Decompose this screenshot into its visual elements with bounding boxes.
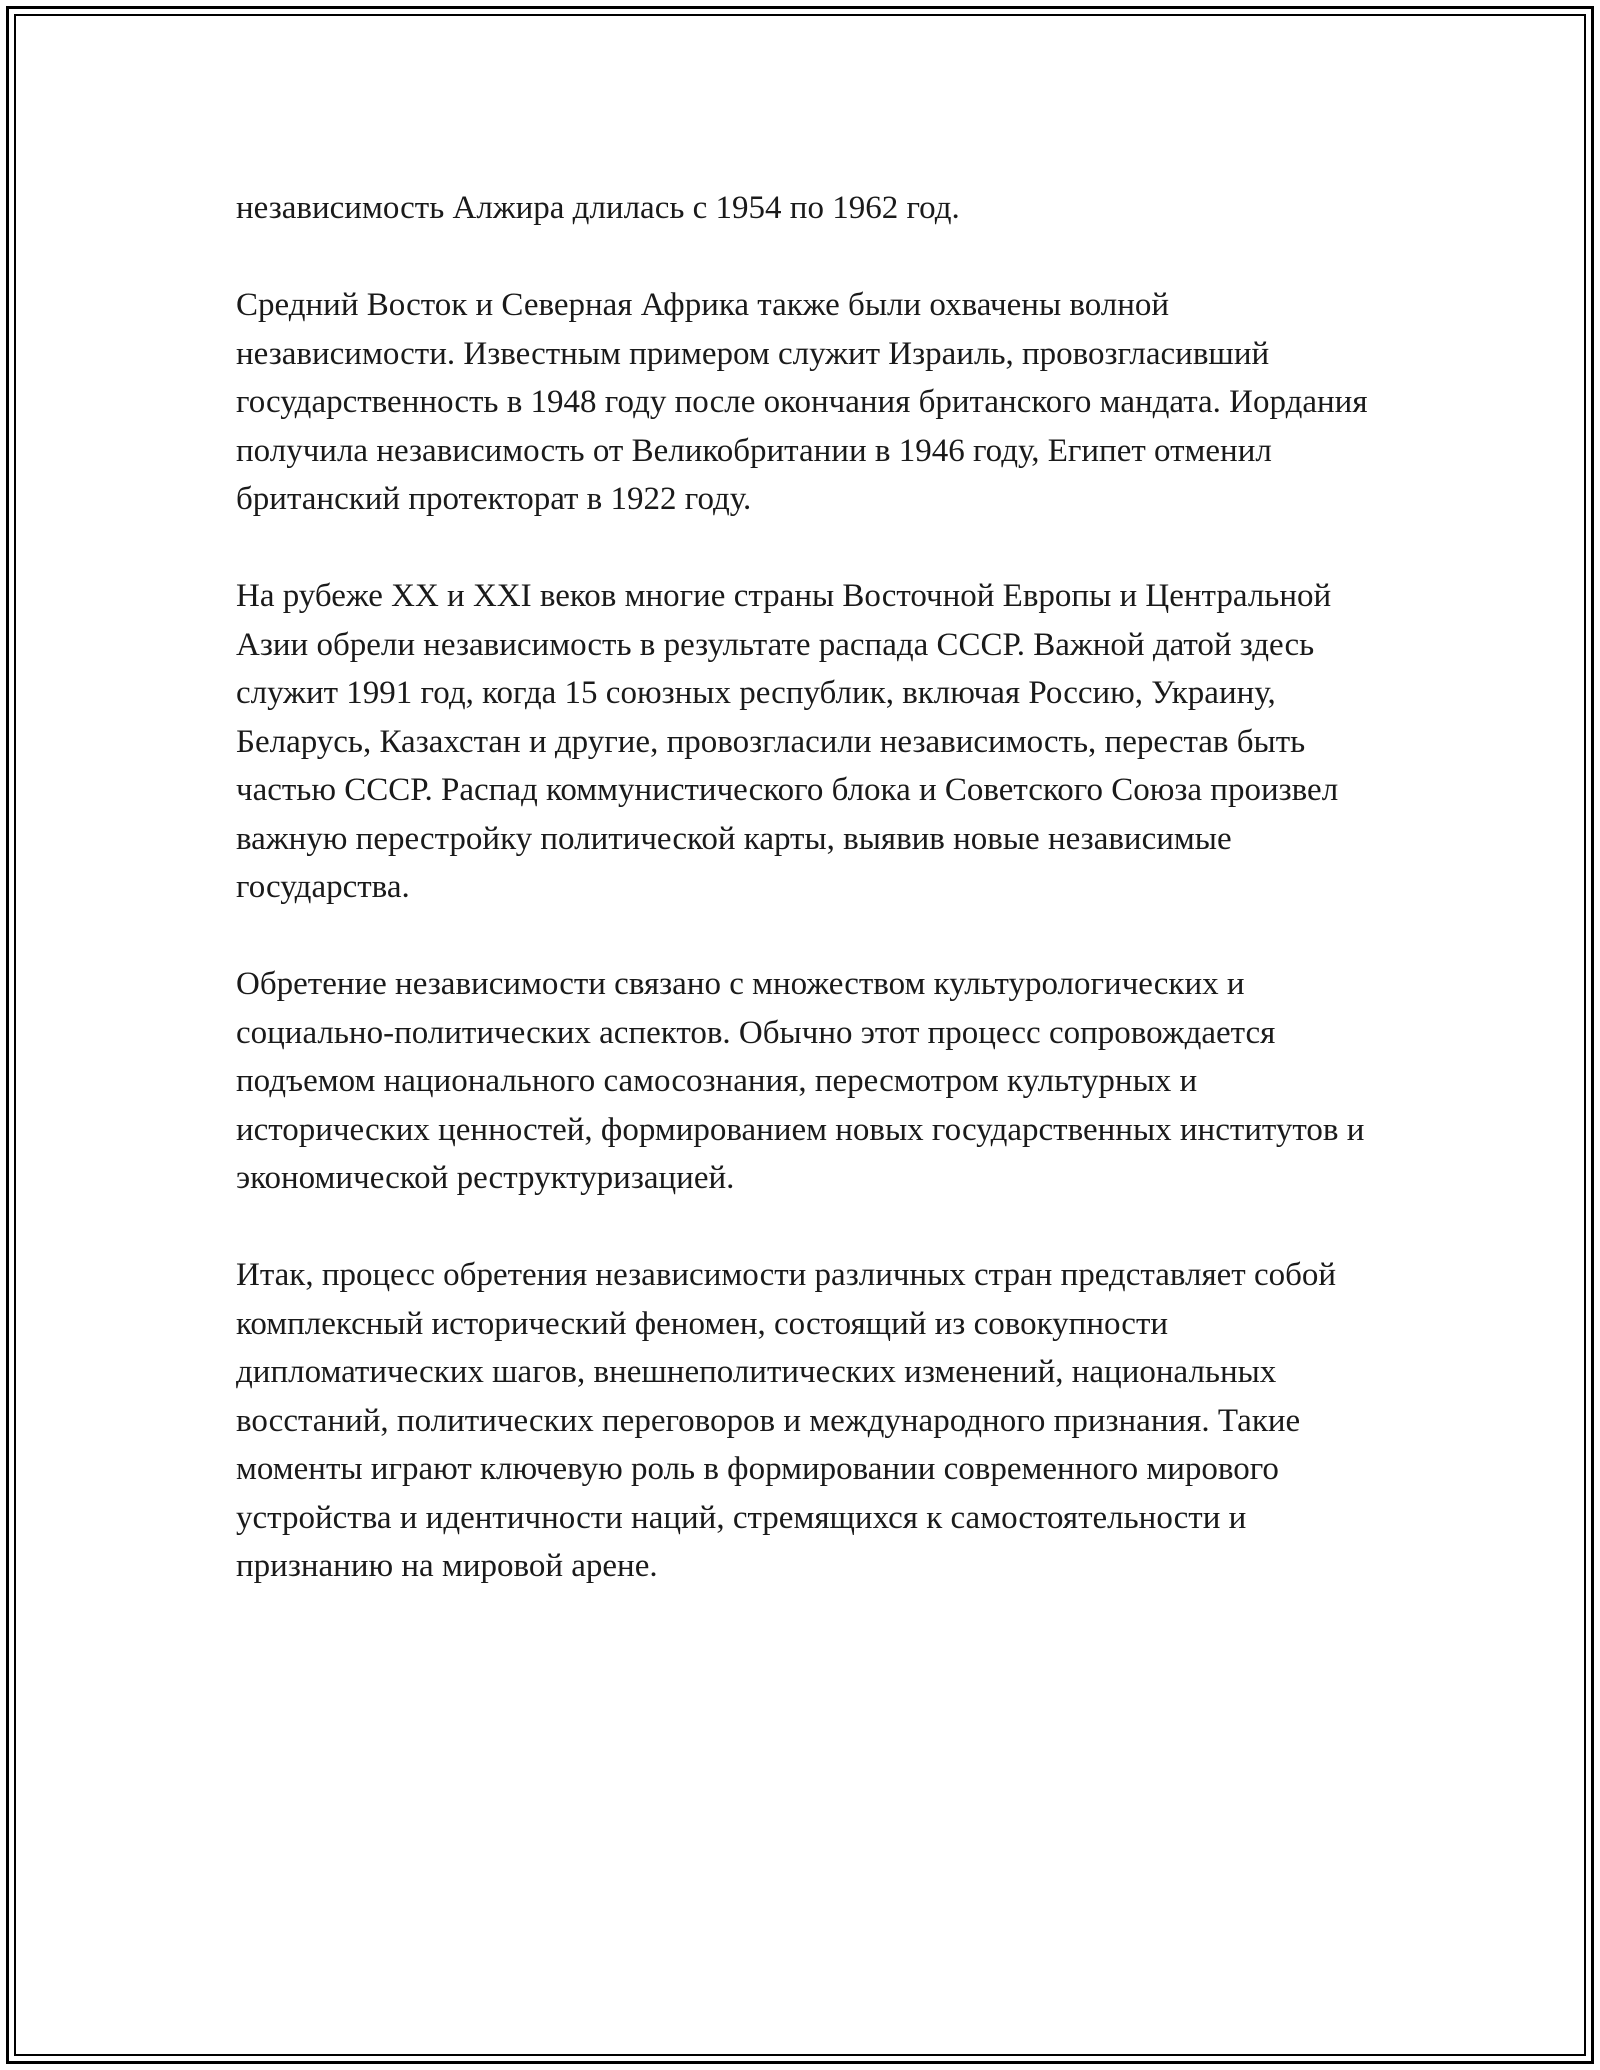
paragraph-conclusion: Итак, процесс обретения независимости различных стран представляет собой комплексный исторический феномен, состоящий из совокупности дипломатических шагов, внешнеполитических изменений, национальных восстаний, политических переговоров и международного признания. Такие моменты играют ключевую роль в формировании современного мирового устройства и идентичности наций, стремящихся к самостоятельности и признанию на мировой арене. bbox=[236, 1257, 1337, 1584]
paragraph-middle-east: Средний Восток и Северная Африка также были охвачены волной независимости. Известным примером служит Израиль, провозгласивший государственность в 1948 году после окончания британского мандата. Иордания получила независимость от Великобритании в 1946 году, Египет отменил британский протекторат в 1922 году. bbox=[236, 287, 1368, 517]
paragraph-cultural-aspects: Обретение независимости связано с множеством культурологических и социально-политических аспектов. Обычно этот процесс сопровождается подъемом национального самосознания, пересмотром культурных и исторических ценностей, формированием новых государственных институтов и экономической реструктуризацией. bbox=[236, 966, 1365, 1196]
paragraph-algeria-continuation: независимость Алжира длилась с 1954 по 1962 год. bbox=[236, 190, 960, 226]
paragraph-ussr-dissolution: На рубеже XX и XXI веков многие страны Восточной Европы и Центральной Азии обрели независимость в результате распада СССР. Важной датой здесь служит 1991 год, когда 15 союзных республик, включая Россию, Украину, Беларусь, Казахстан и другие, провозгласили независимость, перестав быть частью СССР. Распад коммунистического блока и Советского Союза произвел важную перестройку политической карты, выявив новые независимые государства. bbox=[236, 578, 1339, 905]
document-body bbox=[236, 184, 1386, 1591]
